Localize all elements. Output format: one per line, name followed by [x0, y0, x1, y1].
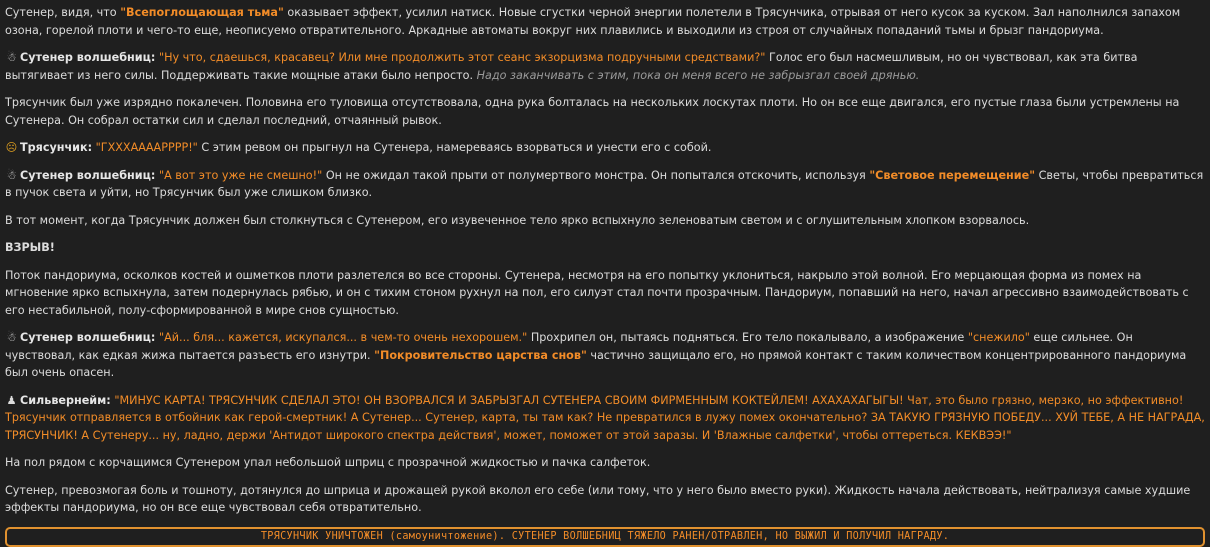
narration-text: Прохрипел он, пытаясь подняться. Его тело покалывало, а изображение: [527, 331, 968, 344]
skill-name: "Покровительство царства снов": [374, 348, 587, 362]
narration-paragraph: Сутенер, превозмогая боль и тошноту, дотянулся до шприца и дрожащей рукой вколол его себе (или тому, что у него было вместо руки). Жидкость начала действовать, нейтрализуя самые худшие эффекты пандориума, но он все еще чувствовал себя отвратительно.: [5, 483, 1191, 514]
explosion-heading: ВЗРЫВ!: [5, 241, 55, 254]
highlighted-word: "снежило": [967, 331, 1030, 344]
narration-text: Он не ожидал такой прыти от полумертвого монстра. Он попытался отскочить, используя: [322, 168, 870, 182]
narration-paragraph: [5, 4, 1205, 39]
dialogue-quote: "Ай... бля... кажется, искупался... в чем-то очень нехорошем.": [158, 331, 528, 344]
inner-thought: Надо заканчивать с этим, пока он меня всего не забрызгал своей дрянью.: [476, 68, 920, 82]
dialogue-paragraph: [5, 139, 1205, 157]
speaker-name: Сутенер волшебниц:: [20, 331, 156, 344]
narration-text: С этим ревом он прыгнул на Сутенера, намереваясь взорваться и унести его с собой.: [197, 141, 712, 154]
angry-face-icon: ☹: [5, 141, 18, 154]
narration-paragraph: Трясунчик был уже изрядно покалечен. Половина его туловища отсутствовала, одна рука болталась на нескольких лоскутах плоти. Но он все еще двигался, его пустые глаза были устремлены на Сутенера. Он собрал остатки сил и сделал последний, отчаянный рывок.: [5, 96, 1180, 127]
dialogue-paragraph: [5, 167, 1205, 202]
narration-paragraph: Поток пандориума, осколков костей и ошметков плоти разлетелся во все стороны. Сутенера, несмотря на его попытку уклониться, накрыло этой волной. Его мерцающая форма из помех на мгновение ярко вспыхнула, затем подернулась рябью, и он с тихим стоном рухнул на пол, его силуэт стал почти прозрачным. Пандориум, попавший на него, начал агрессивно взаимодействовать с его нестабильной, полу-сформированной в мире снов сущностью.: [5, 268, 1189, 317]
dialogue-quote: "А вот это уже не смешно!": [158, 168, 323, 182]
dialogue-paragraph: [5, 392, 1205, 445]
ghost-icon: ☃: [6, 168, 17, 182]
skill-name: "Световое перемещение": [869, 168, 1036, 182]
speaker-name: Сутенер волшебниц:: [20, 51, 156, 64]
dialogue-quote: "МИНУС КАРТА! ТРЯСУНЧИК СДЕЛАЛ ЭТО! ОН ВЗОРВАЛСЯ И ЗАБРЫЗГАЛ СУТЕНЕРА СВОИМ ФИРМЕННЫМ КОКТЕЙЛЕМ! АХАХАХАГЫГЫ! Чат, это было грязно, мерзко, но эффективно! Трясунчик отправляется в отбойник как герой-смертник! А Сутенер... Сутенер, карта, ты там как? Не превратился в лужу помех окончательно? ЗА ТАКУЮ ГРЯЗНУЮ ПОБЕДУ... ХУЙ ТЕБЕ, А НЕ НАГРАДА, ТРЯСУНЧИК! А Сутенеру... ну, ладно, держи 'Антидот широкого спектра действия', может, поможет от этой заразы. И 'Влажные салфетки', чтобы оттереться. КЕКВЭЭ!": [5, 393, 1205, 442]
ghost-icon: ☃: [6, 331, 17, 344]
narration-text: оказывает эффект, усилил натиск. Новые сгустки черной энергии полетели в Трясунчика, отрывая от него кусок за куском. Зал наполнился запахом озона, горелой плоти и чего-то еще, неописуемо отвратительного. Аркадные автоматы вокруг них плавились и выходили из строя от случайных попаданий тьмы и брызг пандориума.: [5, 6, 1181, 37]
dialogue-quote: "Ну что, сдаешься, красавец? Или мне продолжить этот сеанс экзорцизма подручными средствами?": [158, 51, 766, 64]
skill-name: "Всепоглощающая тьма": [120, 6, 284, 19]
dialogue-quote: "ГХХХААААРРРР!": [95, 141, 198, 154]
narration-text: Сутенер, видя, что: [5, 6, 121, 19]
ghost-icon: ☃: [6, 51, 17, 64]
person-icon: ♟: [6, 393, 17, 407]
narration-text: Голос его был насмешливым, но он чувствовал, как эта битва вытягивает из него силы. Поддерживать такие мощные атаки было непросто.: [5, 51, 1138, 82]
dialogue-paragraph: [5, 329, 1205, 382]
dialogue-paragraph: [5, 49, 1205, 84]
narration-text: Светы, чтобы превратиться в пучок света и уйти, но Трясунчик был уже слишком близко.: [5, 168, 1204, 199]
narration-text: еще сильнее. Он чувствовал, как едкая жижа пытается разъесть его изнутри.: [5, 331, 1133, 362]
narration-text: частично защищало его, но прямой контакт с таким количеством концентрированного пандориума был очень опасен.: [5, 348, 1187, 379]
status-box: ТРЯСУНЧИК УНИЧТОЖЕН (самоуничтожение). СУТЕНЕР ВОЛШЕБНИЦ ТЯЖЕЛО РАНЕН/ОТРАВЛЕН, НО ВЫЖИЛ И ПОЛУЧИЛ НАГРАДУ.: [5, 527, 1205, 547]
speaker-name: Сильвернейм:: [20, 393, 111, 407]
speaker-name: Трясунчик:: [20, 141, 93, 154]
speaker-name: Сутенер волшебниц:: [20, 168, 156, 182]
narration-paragraph: На пол рядом с корчащимся Сутенером упал небольшой шприц с прозрачной жидкостью и пачка салфеток.: [5, 456, 651, 469]
narration-paragraph: В тот момент, когда Трясунчик должен был столкнуться с Сутенером, его изувеченное тело ярко вспыхнуло зеленоватым светом и с оглушительным хлопком взорвалось.: [5, 213, 1030, 227]
